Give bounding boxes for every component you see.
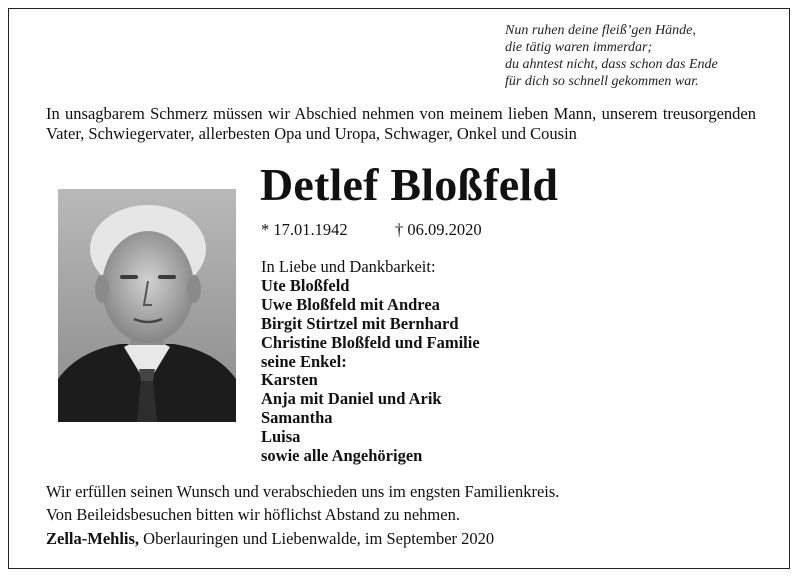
mourner-line: Luisa [261, 427, 301, 447]
mourners-intro: In Liebe und Dankbarkeit: [261, 257, 436, 276]
poem-line: für dich so schnell gekommen war. [505, 74, 699, 89]
mourner-line: Uwe Bloßfeld mit Andrea [261, 294, 440, 314]
mourner-line: Samantha [261, 408, 333, 428]
poem-line: du ahntest nicht, dass schon das Ende [505, 57, 718, 72]
birth-date: * 17.01.1942 [261, 220, 348, 239]
portrait-image [58, 189, 236, 422]
place-bold: Zella-Mehlis, [46, 529, 140, 548]
closing-line: Von Beileidsbesuchen bitten wir höflichst Abstand zu nehmen. [46, 505, 460, 524]
place-and-date [46, 529, 494, 549]
mourners-block [261, 258, 480, 466]
poem-line: Nun ruhen deine fleiß’gen Hände, [505, 23, 696, 38]
closing-text [46, 480, 559, 526]
mourner-line: seine Enkel: [261, 351, 347, 371]
mourner-line: Anja mit Daniel und Arik [261, 389, 442, 409]
mourner-line: Birgit Stirtzel mit Bernhard [261, 313, 459, 333]
poem [505, 22, 718, 90]
closing-line: Wir erfüllen seinen Wunsch und verabschieden uns im engsten Familienkreis. [46, 482, 560, 501]
place-rest: Oberlauringen und Liebenwalde, im September 2020 [139, 529, 495, 548]
mourner-line: Karsten [261, 370, 318, 390]
mourner-line: Ute Bloßfeld [261, 275, 350, 295]
death-date: † 06.09.2020 [395, 220, 482, 239]
portrait-photo [58, 189, 236, 422]
deceased-name: Detlef Bloßfeld [260, 159, 559, 210]
poem-line: die tätig waren immerdar; [505, 40, 653, 55]
mourner-line: Christine Bloßfeld und Familie [261, 332, 480, 352]
mourner-line: sowie alle Angehörigen [261, 446, 423, 466]
intro-text: In unsagbarem Schmerz müssen wir Abschied nehmen von meinem lieben Mann, unserem treusorgenden Vater, Schwiegervater, allerbesten Opa und Uropa, Schwager, Onkel und Cousin [46, 104, 756, 143]
